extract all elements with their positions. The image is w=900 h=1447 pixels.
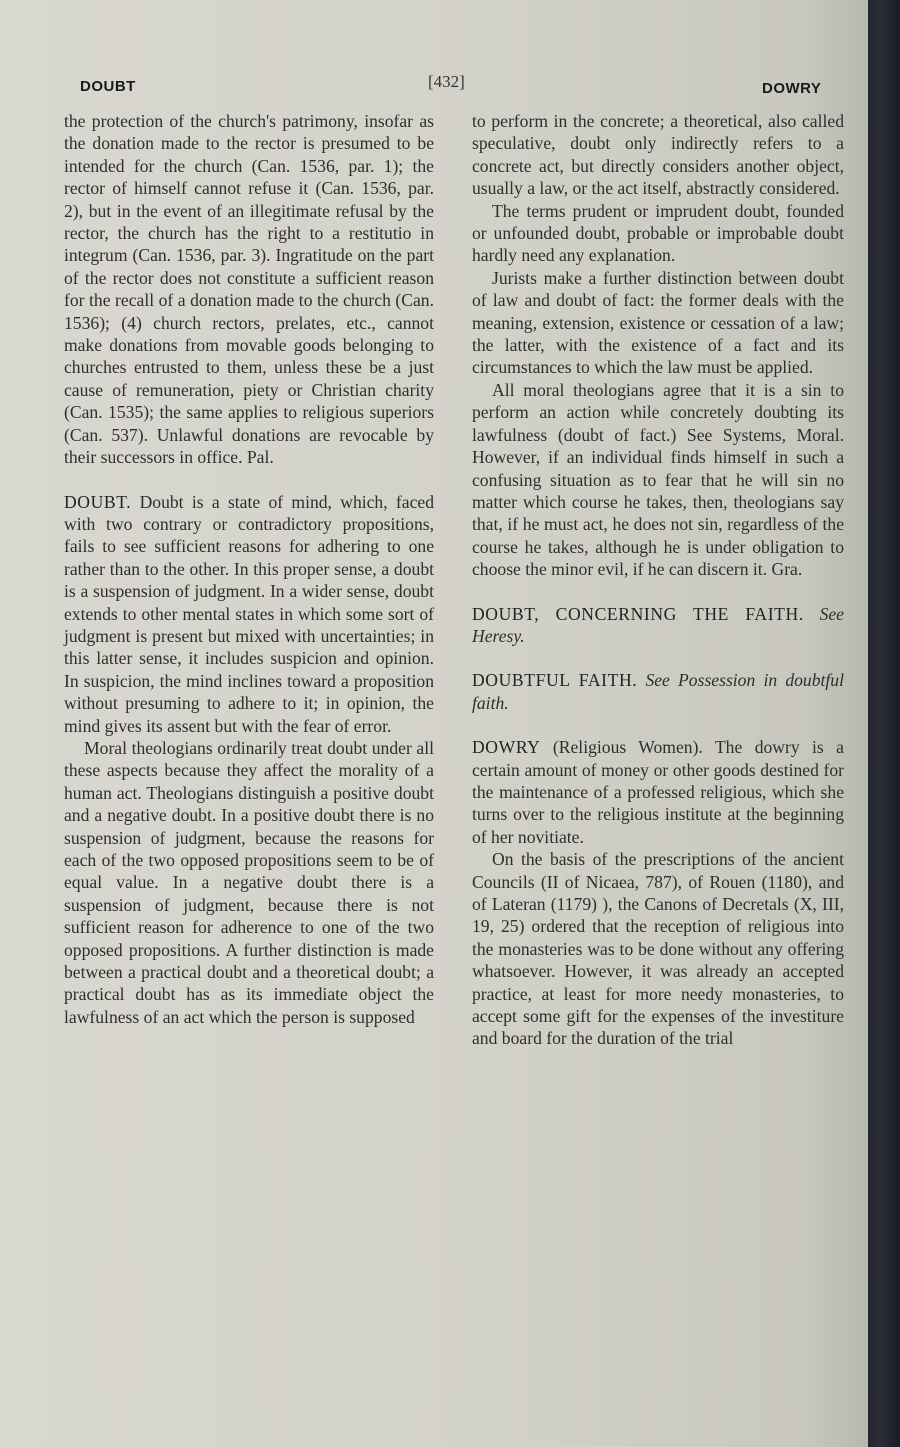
paragraph-dowry-definition: The dowry is a certain amount of money or other goods destined for the maintenance of a professed religious, which she turns over to the religious institute at the beginning of her novitiate. (472, 737, 844, 847)
paragraph-jurists: Jurists make a further distinction between doubt of law and doubt of fact: the former deals with the meaning, extension, existence or cessation of a law; the latter, with the existence of a fact and its circumstances to which the law must be applied. (472, 267, 844, 378)
cross-reference: See Heresy. (472, 603, 844, 646)
right-column (472, 110, 844, 1050)
paragraph-dowry-history: On the basis of the prescriptions of the ancient Councils (II of Nicaea, 787), of Rouen (1180), and of Lateran (1179) ), the Canons of Decretals (X, III, 19, 25) ordered that the reception of religious into the monasteries was to be done without any offering whatsoever. However, it was already an accepted practice, at least for more needy monasteries, to accept some gift for the expenses of the investiture and board for the duration of the trial (472, 849, 844, 1049)
running-head-right: DOWRY (762, 80, 822, 97)
page-number: [432] (428, 72, 465, 91)
left-column (64, 110, 434, 1028)
cross-reference: See Possession in doubtful faith. (472, 670, 844, 713)
entry-dowry (472, 736, 844, 848)
entry-doubtful-faith (472, 669, 844, 714)
paragraph-terms: The terms prudent or imprudent doubt, founded or unfounded doubt, probable or improbable doubt hardly need any explanation. (472, 200, 844, 266)
running-head-left: DOUBT (80, 78, 136, 95)
entry-heading-dowry: DOWRY (472, 737, 541, 758)
entry-heading-doubt-faith: DOUBT, CONCERNING THE FAITH. (472, 603, 804, 624)
paragraph-moral-theologians: Moral theologians ordinarily treat doubt under all these aspects because they affect the morality of a human act. Theologians distinguish a positive doubt and a negative doubt. In a positive doubt there is no suspension of judgment, because the reasons for each of the two opposed propositions seem to be of equal value. In a negative doubt there is a suspension of judgment, because there is not sufficient reason for adherence to one of the two opposed propositions. A further distinction is made between a practical doubt and a theoretical doubt; a practical doubt has as its immediate object the lawfulness of an act which the person is supposed (64, 737, 434, 1027)
paragraph-moral-agreement: All moral theologians agree that it is a sin to perform an action while concretely doubting its lawfulness (doubt of fact.) See Systems, Moral. However, if an individual finds himself in such a confusing situation as to fear that he will sin no matter which course he takes, then, theologians say that, if he must act, he does not sin, regardless of the course he takes, although he is under obligation to choose the minor evil, if he can discern it. Gra. (472, 379, 844, 580)
paragraph-continuation-right: to perform in the concrete; a theoretical, also called speculative, doubt only indirectly refers to a concrete act, but directly considers another object, usually a law, or the act itself, abstractly considered. (472, 111, 844, 199)
entry-subheading-dowry: (Religious Women). (552, 737, 703, 758)
entry-doubt (64, 491, 434, 737)
book-spine-shadow (868, 0, 900, 1447)
paragraph-continuation: the protection of the church's patrimony, insofar as the donation made to the rector is presumed to be intended for the church (Can. 1536, par. 1); the rector of himself cannot refuse it (Can. 1536, par. 2), but in the event of an illegitimate refusal by the rector, the church has the right to a restitutio in integrum (Can. 1536, par. 3). Ingratitude on the part of the rector does not constitute a sufficient reason for the recall of a donation made to the church (Can. 1536); (4) church rectors, prelates, etc., cannot make donations from movable goods belonging to churches entrusted to them, unless these be a just cause of remuneration, piety or Christian charity (Can. 1535); the same applies to religious superiors (Can. 537). Unlawful donations are revocable by their successors in office. Pal. (64, 111, 434, 468)
entry-doubt-faith (472, 603, 844, 648)
paragraph-doubt-definition: Doubt is a state of mind, which, faced with two contrary or contradictory propositions, fails to see sufficient reasons for adhering to one rather than to the other. In this proper sense, a doubt is a suspension of judgment. In a wider sense, doubt extends to other mental states in which some sort of judgment is present but mixed with uncertainties; in this latter sense, it includes suspicion and opinion. In suspicion, the mind inclines toward a proposition without presuming to adhere to it; in opinion, the mind gives its assent but with the fear of error. (64, 491, 434, 736)
entry-heading-doubtful-faith: DOUBTFUL FAITH. (472, 670, 638, 691)
entry-heading-doubt: DOUBT. (64, 491, 132, 512)
